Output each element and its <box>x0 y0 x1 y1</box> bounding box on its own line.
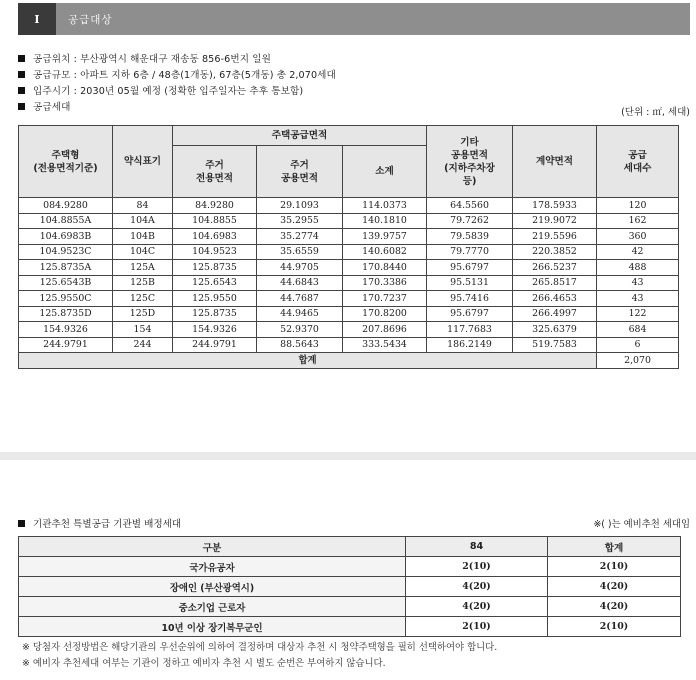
table-cell: 207.8696 <box>343 322 427 338</box>
table-cell: 266.4997 <box>513 306 597 322</box>
table-cell: 219.5596 <box>513 229 597 245</box>
table-cell: 52.9370 <box>257 322 343 338</box>
table-cell: 114.0373 <box>343 198 427 214</box>
section2-title <box>18 516 181 530</box>
table-cell: 29.1093 <box>257 198 343 214</box>
table-cell: 125D <box>113 306 173 322</box>
table-cell: 265.8517 <box>513 275 597 291</box>
row-label: 장애인 (부산광역시) <box>19 577 406 597</box>
table-cell: 43 <box>597 291 679 307</box>
th-subtotal: 소계 <box>343 146 427 198</box>
th-contract-area: 계약면적 <box>513 126 597 198</box>
section-number: I <box>18 3 56 35</box>
table-cell: 125.6543B <box>19 275 113 291</box>
table-cell: 186.2149 <box>427 337 513 353</box>
info-location <box>18 50 690 66</box>
table-cell: 95.5131 <box>427 275 513 291</box>
table-cell: 104.6983B <box>19 229 113 245</box>
table-cell: 79.7770 <box>427 244 513 260</box>
total-value: 2,070 <box>597 353 679 369</box>
info-text: 공급세대 <box>33 102 71 113</box>
th-other-common: 기타 공용면적 (지하주차장 등) <box>427 126 513 198</box>
table-cell: 104.8855A <box>19 213 113 229</box>
table-cell: 43 <box>597 275 679 291</box>
th-units: 공급 세대수 <box>597 126 679 198</box>
th-exclusive: 주거 전용면적 <box>173 146 257 198</box>
table-cell: 4(20) <box>548 577 681 597</box>
table-cell: 35.2955 <box>257 213 343 229</box>
table-cell: 220.3852 <box>513 244 597 260</box>
allocation-table-body <box>19 557 681 637</box>
table-cell: 84 <box>113 198 173 214</box>
th-abbr: 약식표기 <box>113 126 173 198</box>
footnotes <box>22 640 497 672</box>
table-cell: 266.4653 <box>513 291 597 307</box>
table-cell: 95.6797 <box>427 306 513 322</box>
table-cell: 104.6983 <box>173 229 257 245</box>
row-label: 국가유공자 <box>19 557 406 577</box>
table-cell: 125A <box>113 260 173 276</box>
table-cell: 95.6797 <box>427 260 513 276</box>
table-cell: 244 <box>113 337 173 353</box>
table-cell: 64.5560 <box>427 198 513 214</box>
table-cell: 125.8735D <box>19 306 113 322</box>
table-cell: 244.9791 <box>173 337 257 353</box>
unit-label: (단위 : ㎡, 세대) <box>621 107 690 118</box>
table-row <box>19 617 681 637</box>
th-total: 합계 <box>548 537 681 557</box>
section-divider <box>0 452 696 460</box>
table-cell: 120 <box>597 198 679 214</box>
table-cell: 88.5643 <box>257 337 343 353</box>
section2-title-text: 기관추천 특별공급 기관별 배정세대 <box>33 519 182 530</box>
supply-info-list <box>18 50 690 114</box>
table-row <box>19 557 681 577</box>
table-cell: 44.6843 <box>257 275 343 291</box>
info-text: 입주시기 : 2030년 05월 예정 (정확한 입주일자는 추후 통보함) <box>33 86 304 97</box>
table-cell: 44.9705 <box>257 260 343 276</box>
table-cell: 122 <box>597 306 679 322</box>
table-cell: 684 <box>597 322 679 338</box>
table-cell: 125C <box>113 291 173 307</box>
table-cell: 125.6543 <box>173 275 257 291</box>
section-header-bar <box>18 3 690 35</box>
table-row <box>19 291 679 307</box>
info-text: 공급규모 : 아파트 지하 6층 / 48층(1개동), 67층(5개동) 총 2,070세대 <box>33 70 336 81</box>
allocation-table <box>18 536 681 637</box>
table-cell: 125B <box>113 275 173 291</box>
supply-table-body <box>19 198 679 353</box>
table-cell: 325.6379 <box>513 322 597 338</box>
footnote: ※ 예비자 추천세대 여부는 기관이 정하고 예비자 추천 시 별도 순번은 부여하지 않습니다. <box>22 658 386 669</box>
table-cell: 104.9523 <box>173 244 257 260</box>
supply-table <box>18 125 679 369</box>
table-row <box>19 597 681 617</box>
table-cell: 2(10) <box>548 617 681 637</box>
table-cell: 488 <box>597 260 679 276</box>
table-cell: 42 <box>597 244 679 260</box>
table-cell: 95.7416 <box>427 291 513 307</box>
total-label: 합계 <box>19 353 597 369</box>
info-text: 공급위치 : 부산광역시 해운대구 재송동 856-6번지 일원 <box>33 54 271 65</box>
table-cell: 84.9280 <box>173 198 257 214</box>
info-supply-units <box>18 98 690 114</box>
bullet-square-icon <box>18 520 25 527</box>
th-84: 84 <box>406 537 548 557</box>
table-cell: 333.5434 <box>343 337 427 353</box>
table-cell: 35.6559 <box>257 244 343 260</box>
table-cell: 266.5237 <box>513 260 597 276</box>
bullet-square-icon <box>18 55 25 62</box>
table-cell: 178.5933 <box>513 198 597 214</box>
table-cell: 154.9326 <box>173 322 257 338</box>
table-row <box>19 229 679 245</box>
table-cell: 79.7262 <box>427 213 513 229</box>
table-cell: 140.1810 <box>343 213 427 229</box>
table-cell: 104A <box>113 213 173 229</box>
table-cell: 35.2774 <box>257 229 343 245</box>
table-cell: 6 <box>597 337 679 353</box>
table-cell: 140.6082 <box>343 244 427 260</box>
table-cell: 44.9465 <box>257 306 343 322</box>
table-row <box>19 244 679 260</box>
table-row <box>19 306 679 322</box>
table-cell: 104C <box>113 244 173 260</box>
table-cell: 162 <box>597 213 679 229</box>
table-cell: 125.8735 <box>173 260 257 276</box>
table-cell: 139.9757 <box>343 229 427 245</box>
section-title: 공급대상 <box>68 13 113 26</box>
table-cell: 44.7687 <box>257 291 343 307</box>
table-cell: 360 <box>597 229 679 245</box>
table-cell: 170.3386 <box>343 275 427 291</box>
table-row <box>19 260 679 276</box>
table-cell: 2(10) <box>406 617 548 637</box>
table-cell: 125.9550C <box>19 291 113 307</box>
th-common: 주거 공용면적 <box>257 146 343 198</box>
table-cell: 170.8200 <box>343 306 427 322</box>
table-cell: 4(20) <box>548 597 681 617</box>
table-cell: 219.9072 <box>513 213 597 229</box>
table-cell: 125.8735 <box>173 306 257 322</box>
info-move-in <box>18 82 690 98</box>
table-cell: 79.5839 <box>427 229 513 245</box>
table-row <box>19 577 681 597</box>
table-cell: 170.7237 <box>343 291 427 307</box>
table-cell: 2(10) <box>406 557 548 577</box>
table-cell: 154.9326 <box>19 322 113 338</box>
footnote: ※ 당첨자 선정방법은 해당기관의 우선순위에 의하여 결정하며 대상자 추천 시 청약주택형을 필히 선택하여야 합니다. <box>22 642 498 653</box>
table-row <box>19 213 679 229</box>
th-category: 구분 <box>19 537 406 557</box>
table-cell: 125.9550 <box>173 291 257 307</box>
table-cell: 117.7683 <box>427 322 513 338</box>
table-cell: 125.8735A <box>19 260 113 276</box>
th-area-group: 주택공급면적 <box>173 126 427 146</box>
table-row <box>19 275 679 291</box>
section2-note: ※( )는 예비추천 세대임 <box>593 519 690 530</box>
table-cell: 104.9523C <box>19 244 113 260</box>
table-cell: 519.7583 <box>513 337 597 353</box>
info-scale <box>18 66 690 82</box>
table-cell: 4(20) <box>406 577 548 597</box>
row-label: 10년 이상 장기복무군인 <box>19 617 406 637</box>
table-row <box>19 198 679 214</box>
table-cell: 244.9791 <box>19 337 113 353</box>
bullet-square-icon <box>18 87 25 94</box>
table-cell: 4(20) <box>406 597 548 617</box>
total-row <box>19 353 679 369</box>
table-cell: 2(10) <box>548 557 681 577</box>
bullet-square-icon <box>18 71 25 78</box>
table-cell: 104.8855 <box>173 213 257 229</box>
table-row <box>19 337 679 353</box>
table-cell: 084.9280 <box>19 198 113 214</box>
th-type: 주택형 (전용면적기준) <box>19 126 113 198</box>
table-cell: 104B <box>113 229 173 245</box>
row-label: 중소기업 근로자 <box>19 597 406 617</box>
table-cell: 170.8440 <box>343 260 427 276</box>
table-row <box>19 322 679 338</box>
bullet-square-icon <box>18 103 25 110</box>
table-cell: 154 <box>113 322 173 338</box>
